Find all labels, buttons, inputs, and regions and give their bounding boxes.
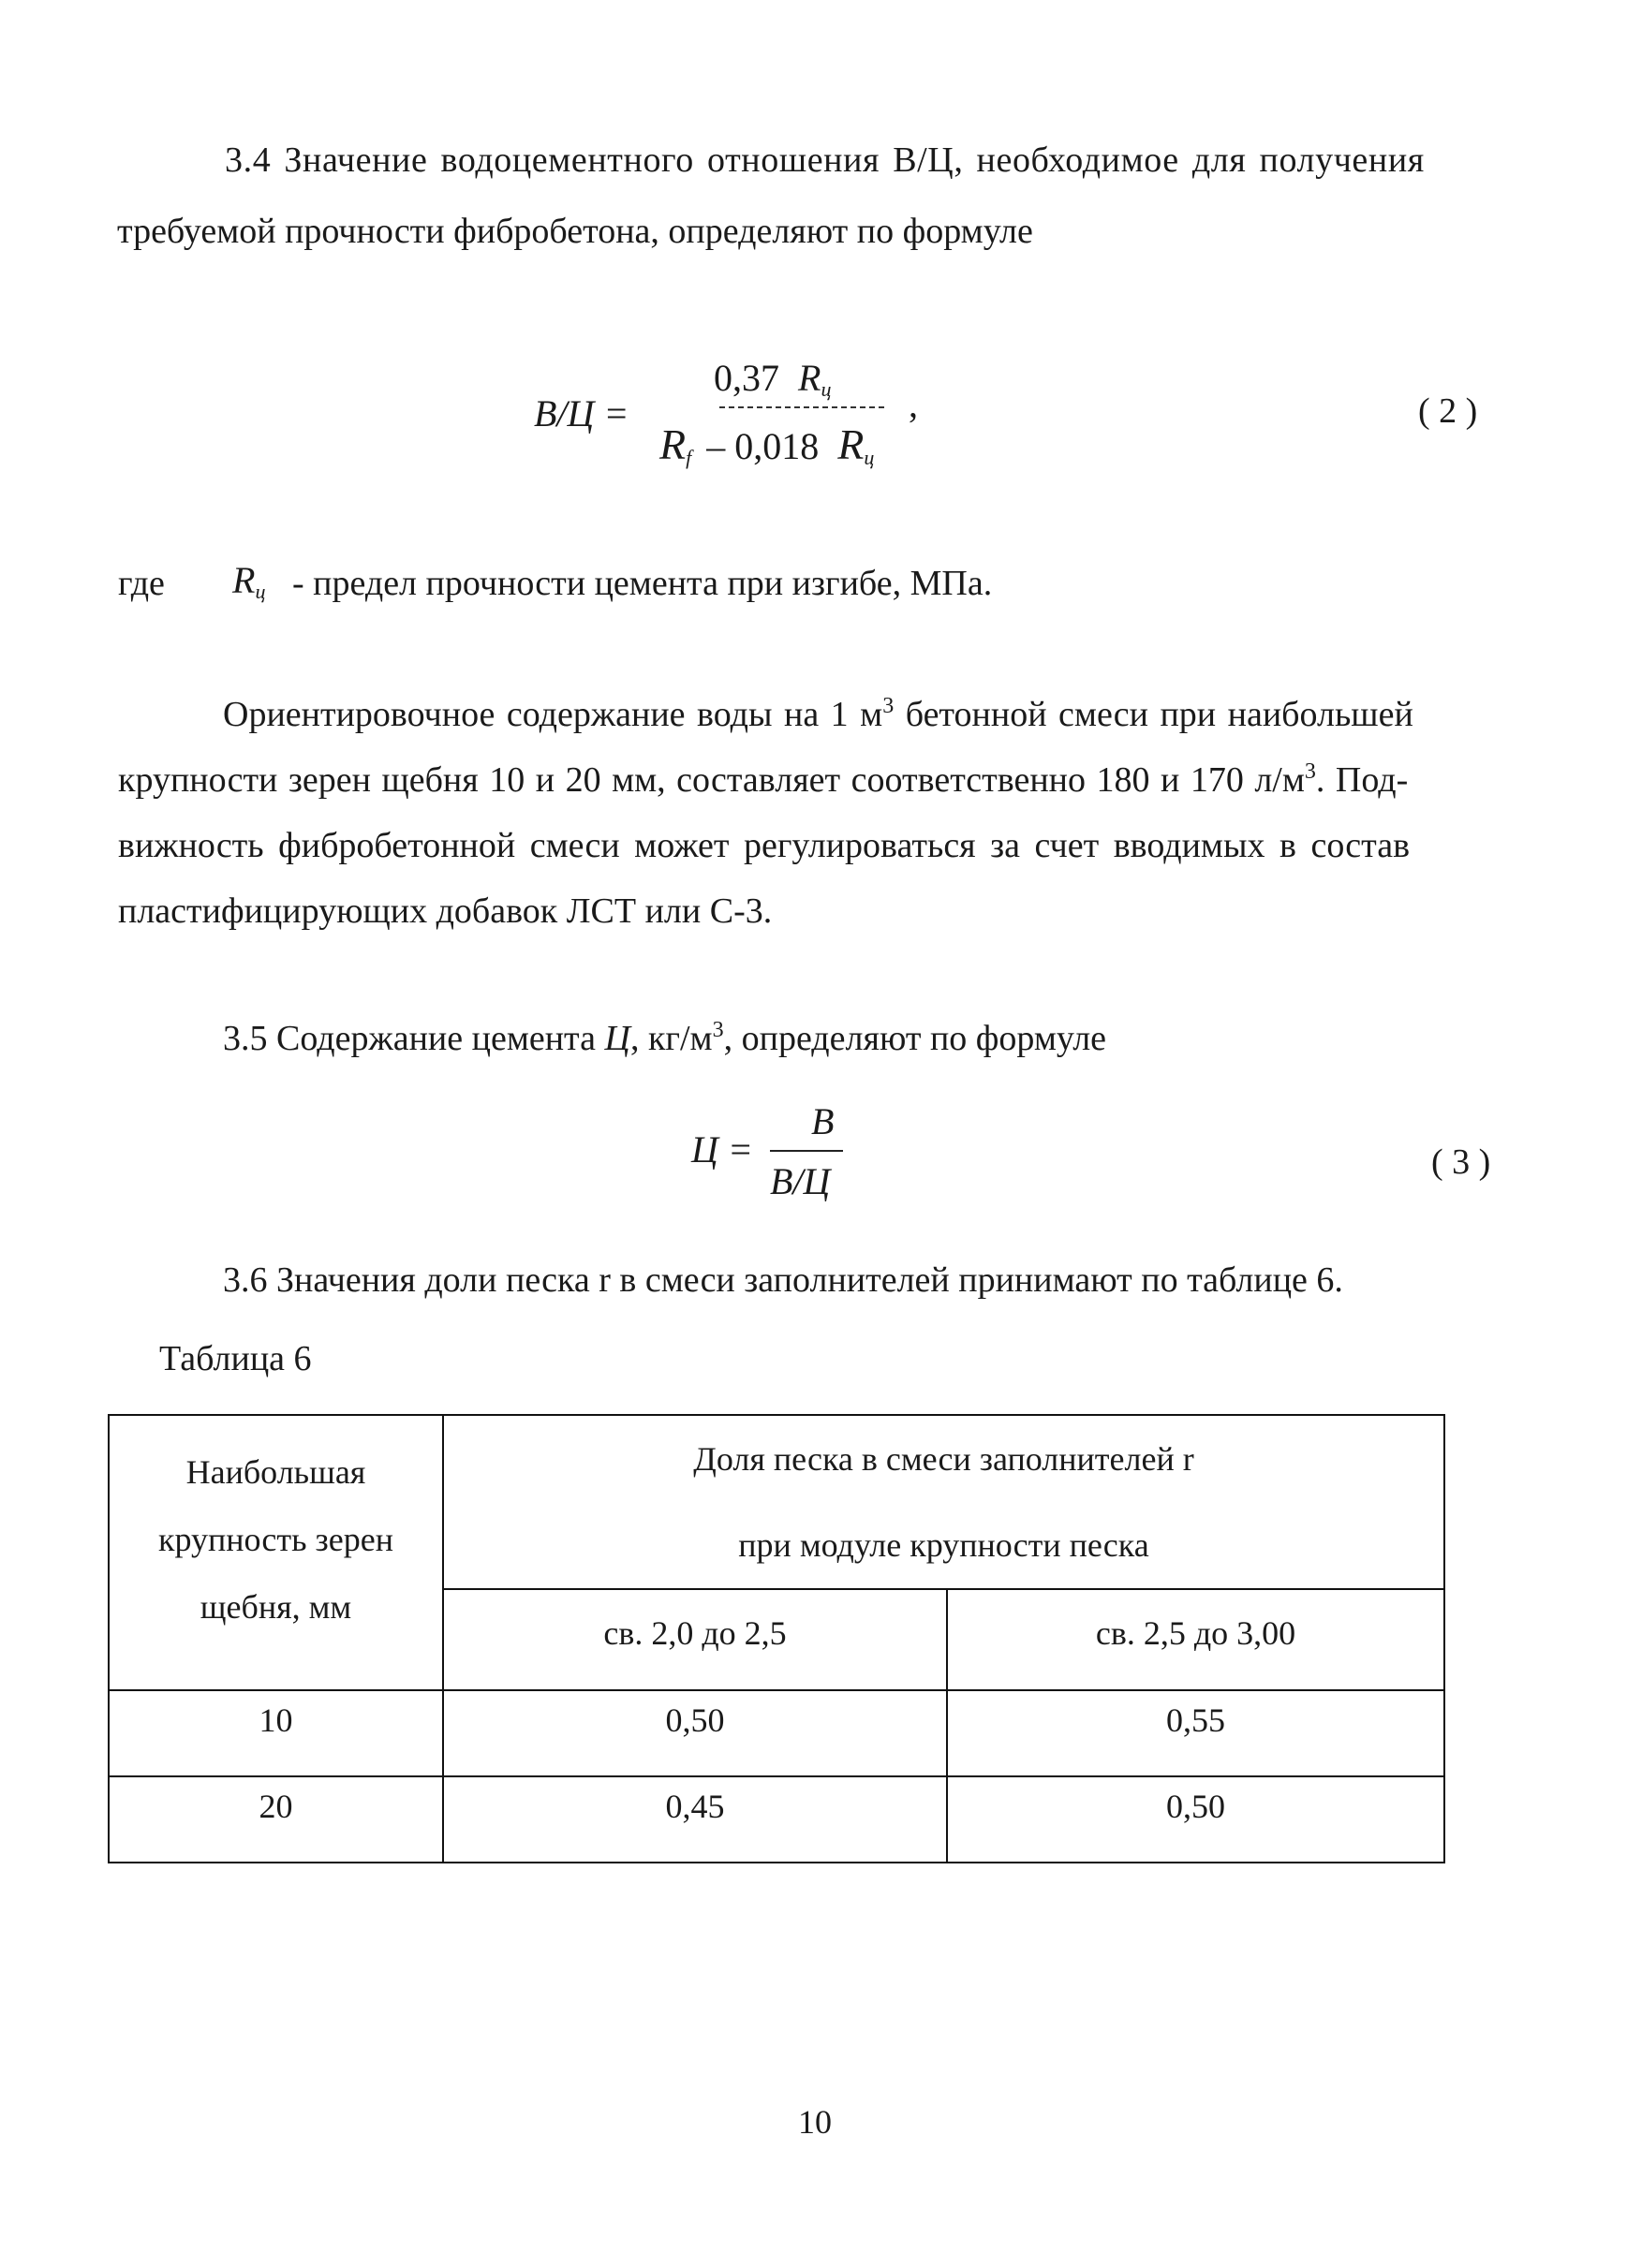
table-header-group-l2: при модуле крупности песка	[738, 1526, 1149, 1564]
page-number: 10	[798, 2103, 832, 2141]
formula-3-number: ( 3 )	[1431, 1142, 1491, 1182]
formula-2-denominator	[659, 420, 875, 469]
formula-2-fraction-bar	[719, 406, 884, 408]
formula-3-denominator: В/Ц	[770, 1160, 831, 1202]
section-3-5-a: 3.5 Содержание цемента	[223, 1019, 605, 1058]
water-paragraph-line-1	[223, 694, 1413, 734]
water-l1-sup: 3	[882, 694, 895, 718]
formula-2-den-var1: R	[659, 420, 687, 468]
section-3-5	[223, 1018, 1107, 1058]
table-row	[109, 1776, 1444, 1863]
table-cell-size: 20	[109, 1776, 443, 1863]
table-cell-value: 0,45	[443, 1776, 947, 1863]
water-paragraph-line-4: пластифицирующих добавок ЛСТ или С-3.	[118, 891, 773, 931]
formula-2-num-var: R	[798, 357, 821, 399]
formula-2-num-sub: ц	[821, 377, 832, 401]
formula-2-den-var2: R	[837, 420, 865, 468]
section-3-6: 3.6 Значения доли песка r в смеси заполнителей принимают по таблице 6.	[223, 1260, 1343, 1300]
table-6	[108, 1414, 1445, 1863]
formula-2-numerator	[714, 357, 832, 401]
table-subheader-2: св. 2,5 до 3,00	[947, 1589, 1444, 1690]
table-header-group	[443, 1415, 1444, 1589]
table-header-col0-l3: щебня, мм	[200, 1588, 352, 1626]
formula-3-lhs: Ц =	[691, 1128, 753, 1171]
formula-2-den-minus: – 0,018	[706, 425, 820, 467]
water-paragraph-line-3: вижность фибробетонной смеси может регулироваться за счет вводимых в состав	[118, 826, 1411, 865]
water-l2a: крупности зерен щебня 10 и 20 мм, составляет соответственно 180 и 170 л/м	[118, 760, 1305, 800]
formula-2-den-sub2: ц	[864, 446, 875, 469]
formula-3-numerator: В	[811, 1100, 835, 1142]
table-row	[109, 1690, 1444, 1776]
table-subheader-1: св. 2,0 до 2,5	[443, 1589, 947, 1690]
formula-3-fraction-bar	[770, 1150, 843, 1152]
section-3-5-c: , определяют по формуле	[723, 1019, 1107, 1058]
section-3-5-b: , кг/м	[629, 1019, 713, 1058]
section-3-4-line-2: требуемой прочности фибробетона, определяют по формуле	[117, 212, 1033, 251]
table-6-caption: Таблица 6	[159, 1339, 312, 1378]
where-prefix: где	[118, 564, 165, 603]
table-header-max-size	[109, 1415, 443, 1690]
water-l2b: . Под-	[1315, 760, 1409, 800]
where-sub: ц	[255, 580, 266, 603]
formula-2-num-coef: 0,37	[714, 357, 779, 399]
table-cell-value: 0,50	[443, 1690, 947, 1776]
where-variable	[232, 559, 266, 603]
formula-2-number: ( 2 )	[1418, 391, 1478, 431]
table-header-col0-l2: крупность зерен	[157, 1521, 393, 1558]
where-var: R	[232, 559, 256, 601]
table-cell-value: 0,55	[947, 1690, 1444, 1776]
water-l1a: Ориентировочное содержание воды на 1 м	[223, 695, 883, 734]
formula-2-lhs: В/Ц =	[534, 392, 629, 434]
formula-2-den-sub1: f	[686, 446, 692, 469]
formula-2-comma: ,	[909, 383, 918, 425]
table-header-col0-l1: Наибольшая	[185, 1453, 366, 1491]
water-l2-sup: 3	[1304, 759, 1316, 784]
table-cell-size: 10	[109, 1690, 443, 1776]
water-l1b: бетонной смеси при наибольшей	[894, 695, 1413, 734]
table-cell-value: 0,50	[947, 1776, 1444, 1863]
section-3-5-sup: 3	[712, 1018, 724, 1042]
table-header-group-l1: Доля песка в смеси заполнителей r	[693, 1440, 1194, 1478]
where-description: - предел прочности цемента при изгибе, МПа.	[292, 564, 993, 603]
section-3-5-var: Ц	[604, 1019, 630, 1058]
section-3-4-line-1: 3.4 Значение водоцементного отношения В/Ц, необходимое для получения	[225, 140, 1425, 180]
water-paragraph-line-2	[118, 759, 1409, 800]
